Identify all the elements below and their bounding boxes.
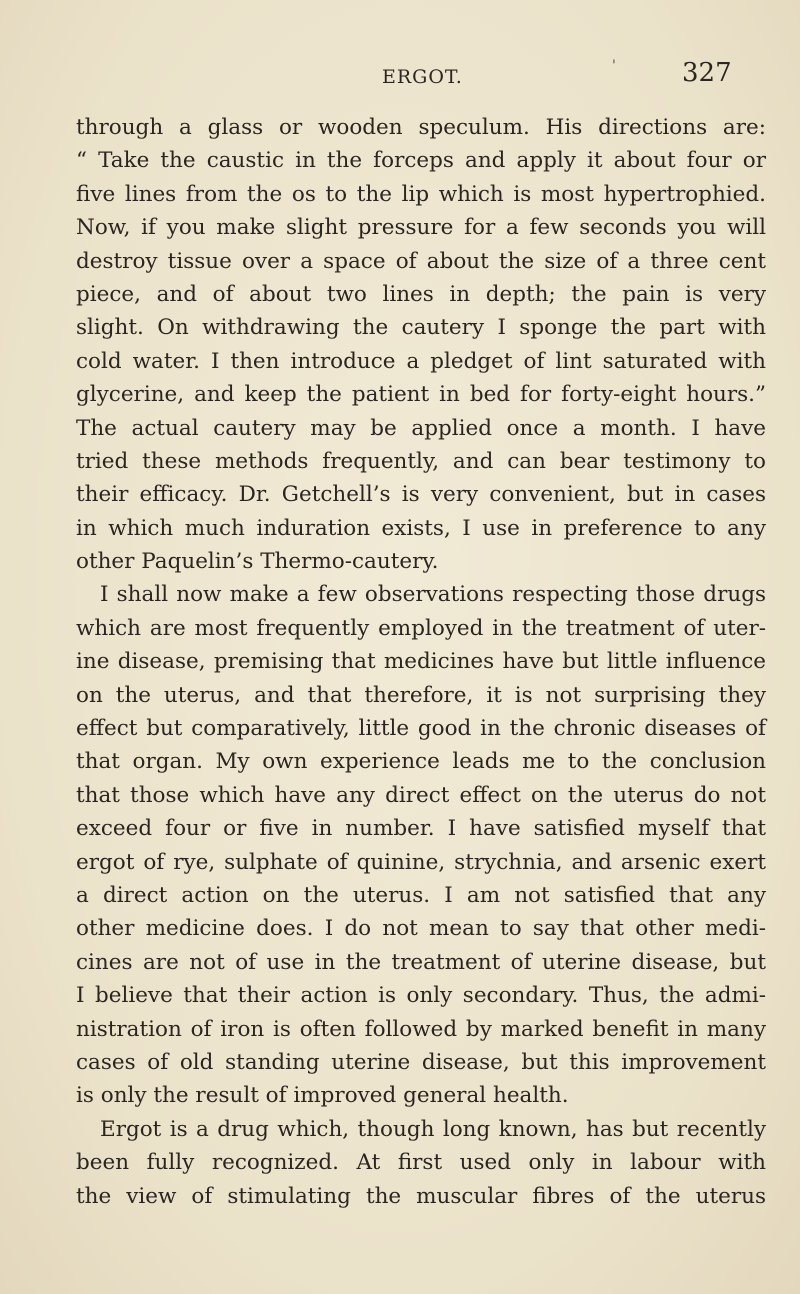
text-line: destroy tissue over a space of about the size of a three cent	[76, 248, 766, 274]
text-line: exceed four or five in number. I have satisfied myself that	[76, 816, 766, 842]
text-line: glycerine, and keep the patient in bed for forty-eight hours.”	[76, 382, 766, 408]
text-line: been fully recognized. At first used only in labour with	[76, 1150, 766, 1176]
text-line: a direct action on the uterus. I am not satisfied that any	[76, 882, 766, 908]
page-number: 327	[682, 58, 732, 88]
text-line: other medicine does. I do not mean to say that other medi-	[76, 916, 766, 942]
text-line: Ergot is a drug which, though long known, has but recently	[100, 1116, 766, 1142]
body-text	[76, 111, 766, 1213]
text-line: on the uterus, and that therefore, it is not surprising they	[76, 682, 766, 708]
text-line: which are most frequently employed in the treatment of uter-	[76, 615, 766, 641]
text-line: the view of stimulating the muscular fibres of the uterus	[76, 1183, 766, 1209]
text-line: ergot of rye, sulphate of quinine, strychnia, and arsenic exert	[76, 849, 766, 875]
text-line: that organ. My own experience leads me to the conclusion	[76, 749, 766, 775]
text-line: ine disease, premising that medicines have but little influence	[76, 649, 766, 675]
text-line: is only the result of improved general health.	[76, 1083, 569, 1109]
running-head	[0, 58, 800, 98]
text-line: “ Take the caustic in the forceps and apply it about four or	[76, 148, 766, 174]
text-line: that those which have any direct effect on the uterus do not	[76, 782, 766, 808]
text-line: their efficacy. Dr. Getchell’s is very convenient, but in cases	[76, 482, 766, 508]
text-line: cases of old standing uterine disease, but this improvement	[76, 1049, 766, 1075]
text-line: five lines from the os to the lip which is most hypertrophied.	[76, 181, 766, 207]
text-line: Now, if you make slight pressure for a few seconds you will	[76, 215, 766, 241]
text-line: other Paquelin’s Thermo-cautery.	[76, 549, 439, 575]
text-line: through a glass or wooden speculum. His directions are:	[76, 115, 766, 140]
text-line: I believe that their action is only secondary. Thus, the admi-	[76, 983, 766, 1009]
text-line: The actual cautery may be applied once a month. I have	[76, 415, 766, 441]
text-line: cold water. I then introduce a pledget of lint saturated with	[76, 348, 766, 374]
text-line: tried these methods frequently, and can bear testimony to	[76, 448, 766, 474]
text-line: in which much induration exists, I use in preference to any	[76, 515, 766, 541]
text-line: I shall now make a few observations respecting those drugs	[100, 582, 766, 608]
running-title: ERGOT.	[382, 66, 463, 88]
text-line: effect but comparatively, little good in the chronic diseases of	[76, 716, 766, 742]
text-line: piece, and of about two lines in depth; the pain is very	[76, 281, 766, 307]
stray-mark: '	[612, 58, 616, 74]
text-line: nistration of iron is often followed by marked benefit in many	[76, 1016, 766, 1042]
text-line: slight. On withdrawing the cautery I sponge the part with	[76, 315, 766, 341]
text-line: cines are not of use in the treatment of uterine disease, but	[76, 949, 766, 975]
